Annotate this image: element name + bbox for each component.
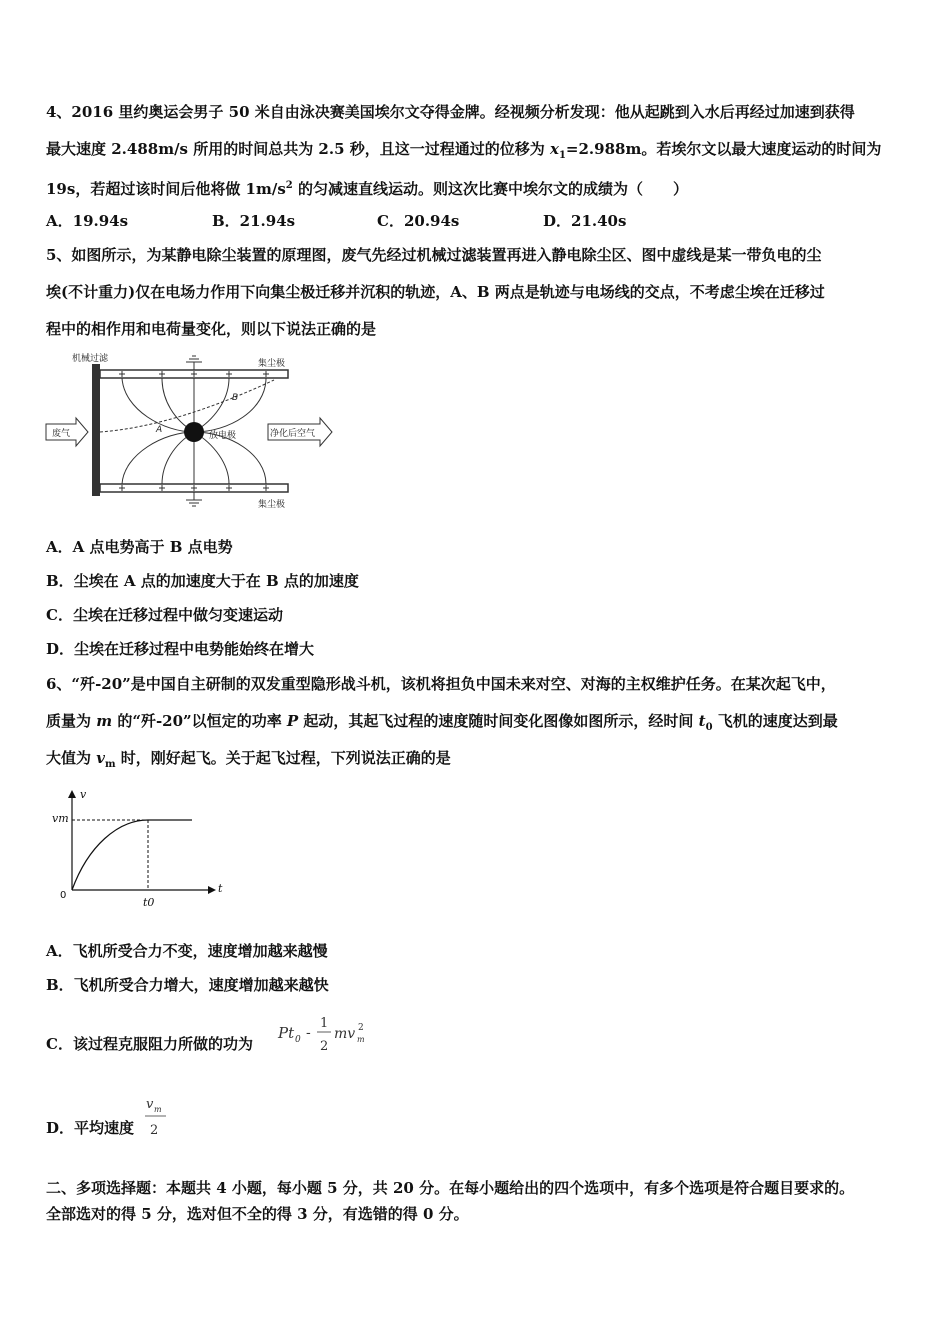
velocity-time-graph: [48, 786, 228, 910]
q6-option-b: B．飞机所受合力增大，速度增加越来越快: [46, 976, 329, 994]
filter-wall: [92, 364, 100, 496]
q5-line3: 程中的相作用和电荷量变化，则以下说法正确的是: [46, 320, 377, 338]
q4-line3: [46, 176, 688, 199]
label-filter: 机械过滤: [72, 354, 109, 364]
label-clean: 净化后空气: [270, 429, 316, 439]
section2-line2: 全部选对的得 5 分，选对但不全的得 3 分，有选错的得 0 分。: [46, 1205, 469, 1223]
label-point-b: B: [232, 393, 239, 403]
svg-text:1: 1: [320, 1016, 329, 1031]
q4-line3-text-a: 19s，若超过该时间后他将做 1m/s: [46, 180, 286, 198]
electrostatic-precipitator-figure: [44, 350, 340, 512]
q4-sup: 2: [285, 180, 293, 191]
v-axis-arrow: [68, 790, 76, 798]
q6-line2-c: 起动，其起飞过程的速度随时间变化图像如图所示，经时间: [298, 712, 699, 730]
axis-t-label: t: [218, 882, 223, 895]
label-discharge: 放电极: [209, 431, 237, 441]
svg-text:v: v: [146, 1097, 154, 1112]
q4-line3-text-b: 的匀减速直线运动。则这次比赛中埃尔文的成绩为（ ）: [292, 180, 688, 198]
q6-option-c: C．该过程克服阻力所做的功为: [46, 1035, 253, 1053]
velocity-curve: [72, 820, 192, 890]
q6-option-a: A．飞机所受合力不变，速度增加越来越慢: [46, 942, 328, 960]
q6-line3-b: 时，刚好起飞。关于起飞过程，下列说法正确的是: [115, 749, 451, 767]
q4-line2-text-b: =2.988m。若埃尔文以最大速度运动的时间为: [565, 140, 882, 158]
q6-v-symbol: v: [96, 749, 105, 767]
q5-option-b: B．尘埃在 A 点的加速度大于在 B 点的加速度: [46, 572, 359, 590]
svg-text:m: m: [357, 1035, 365, 1044]
discharge-electrode: [184, 422, 204, 442]
svg-text:2: 2: [150, 1123, 159, 1138]
t0-label: t0: [143, 896, 155, 909]
q4-option-c: C．20.94s: [377, 212, 460, 230]
q5-option-d: D．尘埃在迁移过程中电势能始终在增大: [46, 640, 315, 658]
q6-m-symbol: m: [96, 712, 113, 730]
svg-text:Pt: Pt: [278, 1024, 295, 1042]
axis-v-label: v: [80, 788, 87, 801]
q4-x-symbol: x: [549, 140, 559, 158]
q6-option-d: D．平均速度: [46, 1119, 135, 1137]
t-axis-arrow: [208, 886, 216, 894]
q4-option-b: B．21.94s: [212, 212, 296, 230]
svg-text:-: -: [306, 1025, 311, 1041]
svg-text:2: 2: [320, 1039, 329, 1054]
svg-text:2: 2: [358, 1023, 364, 1033]
q6-v-sub: m: [104, 759, 116, 770]
q4-option-a: A．19.94s: [46, 212, 129, 230]
q4-line2: [46, 139, 881, 166]
q6-line1: 6、“歼-20”是中国自主研制的双发重型隐形战斗机，该机将担负中国未来对空、对海的主权维护任务。在某次起飞中，: [46, 675, 836, 693]
q4-option-d: D．21.40s: [543, 212, 627, 230]
q5-line2: 埃(不计重力)仅在电场力作用下向集尘极迁移并沉积的轨迹，A、B 两点是轨迹与电场线的交点，不考虑尘埃在迁移过: [46, 283, 825, 301]
q4-line1: 4、2016 里约奥运会男子 50 米自由泳决赛美国埃尔文夺得金牌。经视频分析发现：他从起跳到入水后再经过加速到获得: [46, 103, 855, 121]
q6-line2-b: 的“歼-20”以恒定的功率: [112, 712, 287, 730]
q6-line2-a: 质量为: [46, 712, 97, 730]
origin-label: 0: [60, 890, 67, 901]
q6-t-sub: 0: [705, 722, 713, 733]
label-waste: 废气: [52, 429, 71, 439]
q6-line3: [46, 748, 451, 775]
label-collector-top: 集尘极: [258, 359, 286, 369]
q6-line2-d: 飞机的速度达到最: [712, 712, 838, 730]
q4-x-subscript: 1: [558, 150, 566, 161]
q6-t-symbol: t: [698, 712, 706, 730]
vm-label: vm: [52, 812, 69, 825]
q5-line1: 5、如图所示，为某静电除尘装置的原理图，废气先经过机械过滤装置再进入静电除尘区、图中虚线是某一带负电的尘: [46, 246, 822, 264]
dust-trajectory: [100, 380, 274, 432]
q5-option-c: C．尘埃在迁移过程中做匀变速运动: [46, 606, 283, 624]
svg-text:0: 0: [295, 1035, 301, 1045]
svg-text:mv: mv: [334, 1026, 356, 1042]
label-point-a: A: [156, 425, 163, 435]
svg-text:m: m: [154, 1105, 162, 1114]
q5-option-a: A．A 点电势高于 B 点电势: [46, 538, 233, 556]
q6-line2: [46, 711, 838, 738]
q4-line2-text-a: 最大速度 2.488m/s 所用的时间总共为 2.5 秒，且这一过程通过的位移为: [46, 140, 550, 158]
section2-line1: 二、多项选择题：本题共 4 小题，每小题 5 分，共 20 分。在每小题给出的四个选项中，有多个选项是符合题目要求的。: [46, 1179, 855, 1197]
label-collector-bottom: 集尘极: [258, 500, 286, 510]
q6-line3-a: 大值为: [46, 749, 97, 767]
formula-average-velocity: [142, 1094, 170, 1140]
formula-work: [276, 1010, 368, 1056]
q6-p-symbol: P: [286, 712, 299, 730]
